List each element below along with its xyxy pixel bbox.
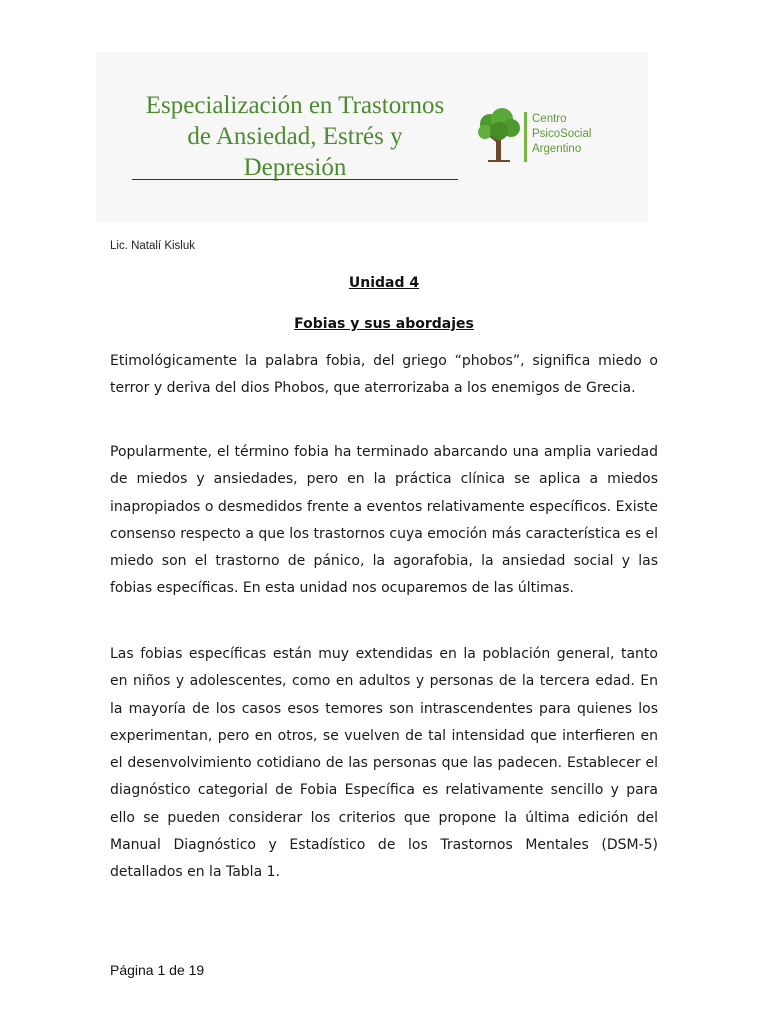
logo-divider: [524, 112, 527, 162]
unit-title: Unidad 4: [348, 275, 420, 291]
author-name: Lic. Natalí Kisluk: [110, 240, 196, 252]
header-banner: [96, 52, 648, 222]
course-title-line-1: Especialización en Trastornos: [145, 92, 445, 119]
topic-title: Fobias y sus abordajes: [294, 316, 474, 332]
logo-line-1: Centro: [532, 113, 567, 125]
logo-text: [532, 112, 591, 157]
tree-icon: [476, 108, 522, 164]
paragraph-3: Las fobias específicas están muy extendidas en la población general, tanto en niños y adolescentes, como en adultos y personas de la tercera edad. En la mayoría de los casos esos temores son intrascendentes para quienes los experimentan, pero en otros, se vuelven de tal intensidad que interfieren en el desenvolvimiento cotidiano de las personas que las padecen. Establecer el diagnóstico categorial de Fobia Específica es relativamente sencillo y para ello se pueden considerar los criterios que propone la última edición del Manual Diagnóstico y Estadístico de los Trastornos Mentales (DSM-5) detallados en la Tabla 1.: [110, 646, 658, 881]
page-number: Página 1 de 19: [110, 962, 205, 978]
paragraph-2: Popularmente, el término fobia ha terminado abarcando una amplia variedad de miedos y ansiedades, pero en la práctica clínica se aplica a miedos inapropiados o desmedidos frente a eventos relativamente específicos. Existe consenso respecto a que los trastornos cuya emoción más característica es el miedo son el trastorno de pánico, la agorafobia, la ansiedad social y las fobias específicas. En esta unidad nos ocuparemos de las últimas.: [110, 444, 658, 597]
course-title: [130, 90, 460, 183]
course-title-line-3: Depresión: [243, 154, 347, 181]
course-title-line-2: de Ansiedad, Estrés y: [187, 123, 403, 150]
logo-line-3: Argentino: [532, 143, 582, 155]
organization-logo: [476, 108, 626, 164]
title-underline: [132, 179, 458, 180]
paragraph-1: Etimológicamente la palabra fobia, del griego “phobos”, significa miedo o terror y deriva del dios Phobos, que aterrorizaba a los enemigos de Grecia.: [110, 353, 658, 397]
logo-line-2: PsicoSocial: [532, 128, 592, 140]
